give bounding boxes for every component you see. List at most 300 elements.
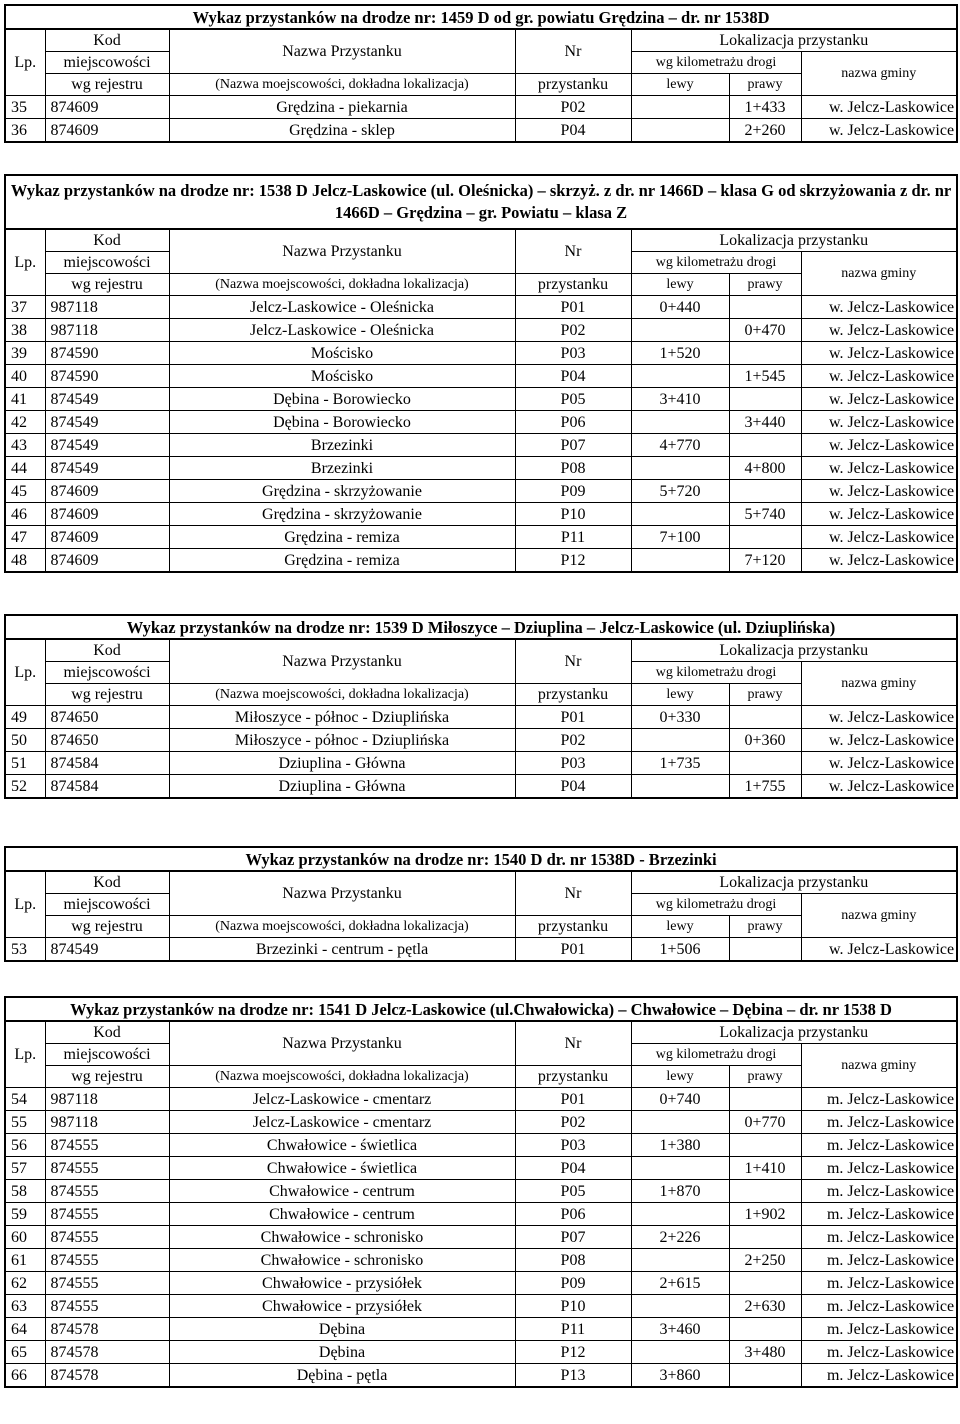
table-row [5, 1272, 957, 1295]
cell-lewy: 3+460 [631, 1318, 729, 1341]
header-kod-3: wg rejestru [45, 684, 169, 706]
cell-prawy: 0+770 [729, 1111, 801, 1134]
cell-prawy: 0+470 [729, 319, 801, 342]
table-row [5, 119, 957, 143]
cell-prawy: 7+120 [729, 549, 801, 573]
cell-prawy [729, 526, 801, 549]
section-title: Wykaz przystanków na drodze nr: 1538 D Jelcz-Laskowice (ul. Oleśnicka) – skrzyż. z dr. nr 1466D – klasa G od skrzyżowania z dr. nr 1466D – Grędzina – gr. Powiatu – klasa Z [5, 175, 957, 229]
header-kod-3: wg rejestru [45, 916, 169, 938]
table-row [5, 388, 957, 411]
header-km: wg kilometrażu drogi [631, 52, 801, 74]
cell-kod: 874555 [45, 1295, 169, 1318]
table-row [5, 1157, 957, 1180]
cell-prawy: 2+260 [729, 119, 801, 143]
cell-gmina: w. Jelcz-Laskowice [801, 296, 957, 319]
header-lokalizacja: Lokalizacja przystanku [631, 871, 957, 894]
cell-kod: 987118 [45, 296, 169, 319]
table-row [5, 457, 957, 480]
cell-prawy: 3+480 [729, 1341, 801, 1364]
table-row [5, 1088, 957, 1111]
cell-kod: 874590 [45, 342, 169, 365]
stops-table [4, 846, 958, 962]
cell-nr: P07 [515, 434, 631, 457]
table-row [5, 752, 957, 775]
header-nazwa: Nazwa Przystanku [169, 1021, 515, 1066]
cell-gmina: m. Jelcz-Laskowice [801, 1203, 957, 1226]
header-nr: Nr [515, 1021, 631, 1066]
cell-gmina: w. Jelcz-Laskowice [801, 752, 957, 775]
header-nazwa: Nazwa Przystanku [169, 29, 515, 74]
cell-lewy [631, 119, 729, 143]
cell-lewy: 1+870 [631, 1180, 729, 1203]
cell-nr: P03 [515, 1134, 631, 1157]
table-row [5, 1295, 957, 1318]
cell-nr: P11 [515, 526, 631, 549]
header-prawy: prawy [729, 74, 801, 96]
cell-gmina: m. Jelcz-Laskowice [801, 1249, 957, 1272]
cell-lp: 49 [5, 706, 45, 729]
cell-lewy: 3+410 [631, 388, 729, 411]
cell-lewy: 1+520 [631, 342, 729, 365]
cell-prawy: 1+410 [729, 1157, 801, 1180]
cell-nazwa: Chwałowice - centrum [169, 1180, 515, 1203]
section-title-row [5, 615, 957, 639]
cell-kod: 874584 [45, 752, 169, 775]
stop-list-section [4, 996, 956, 1388]
cell-lp: 62 [5, 1272, 45, 1295]
cell-nr: P12 [515, 549, 631, 573]
header-lokalizacja: Lokalizacja przystanku [631, 1021, 957, 1044]
cell-prawy [729, 480, 801, 503]
cell-nazwa: Chwałowice - centrum [169, 1203, 515, 1226]
cell-kod: 874549 [45, 411, 169, 434]
cell-nr: P05 [515, 1180, 631, 1203]
table-row [5, 1180, 957, 1203]
cell-prawy: 2+630 [729, 1295, 801, 1318]
header-kod-3: wg rejestru [45, 74, 169, 96]
cell-lewy [631, 457, 729, 480]
header-lewy: lewy [631, 74, 729, 96]
cell-nazwa: Dębina - Borowiecko [169, 411, 515, 434]
cell-kod: 874549 [45, 434, 169, 457]
cell-prawy [729, 1364, 801, 1388]
cell-lp: 61 [5, 1249, 45, 1272]
header-nr: Nr [515, 639, 631, 684]
cell-lp: 40 [5, 365, 45, 388]
cell-gmina: m. Jelcz-Laskowice [801, 1364, 957, 1388]
cell-nazwa: Chwałowice - świetlica [169, 1134, 515, 1157]
cell-nr: P01 [515, 296, 631, 319]
header-prawy: prawy [729, 1066, 801, 1088]
cell-kod: 874609 [45, 480, 169, 503]
cell-gmina: m. Jelcz-Laskowice [801, 1134, 957, 1157]
header-kod-2: miejscowości [45, 894, 169, 916]
cell-nr: P11 [515, 1318, 631, 1341]
cell-nazwa: Chwałowice - schronisko [169, 1249, 515, 1272]
cell-lp: 35 [5, 96, 45, 119]
cell-nazwa: Dębina - pętla [169, 1364, 515, 1388]
stop-list-section [4, 174, 956, 573]
header-row [5, 229, 957, 252]
cell-lewy: 4+770 [631, 434, 729, 457]
section-title: Wykaz przystanków na drodze nr: 1540 D dr. nr 1538D - Brzezinki [5, 847, 957, 871]
cell-lewy [631, 1295, 729, 1318]
header-nazwa: Nazwa Przystanku [169, 229, 515, 274]
header-prawy: prawy [729, 916, 801, 938]
table-row [5, 1318, 957, 1341]
cell-lewy: 1+506 [631, 938, 729, 962]
header-row [5, 29, 957, 52]
header-lp: Lp. [5, 229, 45, 296]
header-kod: Kod [45, 871, 169, 894]
cell-gmina: w. Jelcz-Laskowice [801, 526, 957, 549]
stops-table [4, 614, 958, 799]
cell-prawy [729, 1088, 801, 1111]
cell-kod: 874549 [45, 938, 169, 962]
cell-gmina: m. Jelcz-Laskowice [801, 1226, 957, 1249]
header-gmina: nazwa gminy [801, 1044, 957, 1088]
cell-kod: 874584 [45, 775, 169, 799]
cell-kod: 874578 [45, 1341, 169, 1364]
header-nr-2: przystanku [515, 1066, 631, 1088]
header-kod-2: miejscowości [45, 252, 169, 274]
table-row [5, 1111, 957, 1134]
cell-nazwa: Miłoszyce - północ - Dziuplińska [169, 706, 515, 729]
cell-lp: 37 [5, 296, 45, 319]
cell-lewy: 2+226 [631, 1226, 729, 1249]
table-row [5, 526, 957, 549]
cell-lp: 46 [5, 503, 45, 526]
table-row [5, 775, 957, 799]
cell-nr: P12 [515, 1341, 631, 1364]
cell-prawy [729, 1180, 801, 1203]
cell-kod: 987118 [45, 1088, 169, 1111]
cell-nazwa: Grędzina - piekarnia [169, 96, 515, 119]
cell-nr: P04 [515, 1157, 631, 1180]
cell-prawy [729, 1272, 801, 1295]
header-kod-2: miejscowości [45, 662, 169, 684]
cell-lp: 60 [5, 1226, 45, 1249]
cell-gmina: w. Jelcz-Laskowice [801, 549, 957, 573]
cell-nr: P13 [515, 1364, 631, 1388]
cell-kod: 874549 [45, 457, 169, 480]
cell-lewy [631, 1203, 729, 1226]
header-nr: Nr [515, 29, 631, 74]
table-row [5, 1364, 957, 1388]
cell-kod: 874609 [45, 503, 169, 526]
cell-lp: 54 [5, 1088, 45, 1111]
header-nazwa-sub: (Nazwa moejscowości, dokładna lokalizacja) [169, 1066, 515, 1088]
cell-lp: 59 [5, 1203, 45, 1226]
cell-gmina: w. Jelcz-Laskowice [801, 319, 957, 342]
cell-prawy [729, 1318, 801, 1341]
cell-kod: 874590 [45, 365, 169, 388]
cell-prawy [729, 388, 801, 411]
cell-lewy [631, 1111, 729, 1134]
cell-kod: 874555 [45, 1134, 169, 1157]
cell-lp: 64 [5, 1318, 45, 1341]
cell-prawy: 5+740 [729, 503, 801, 526]
cell-gmina: m. Jelcz-Laskowice [801, 1295, 957, 1318]
cell-gmina: w. Jelcz-Laskowice [801, 775, 957, 799]
header-kod-3: wg rejestru [45, 1066, 169, 1088]
header-gmina: nazwa gminy [801, 52, 957, 96]
cell-lewy [631, 365, 729, 388]
cell-lewy [631, 411, 729, 434]
table-row [5, 1226, 957, 1249]
cell-nr: P01 [515, 938, 631, 962]
cell-lp: 58 [5, 1180, 45, 1203]
cell-lewy [631, 96, 729, 119]
header-kod: Kod [45, 639, 169, 662]
cell-nazwa: Brzezinki [169, 434, 515, 457]
header-nr-2: przystanku [515, 274, 631, 296]
cell-kod: 874609 [45, 526, 169, 549]
cell-nazwa: Mościsko [169, 365, 515, 388]
cell-lp: 65 [5, 1341, 45, 1364]
header-nazwa: Nazwa Przystanku [169, 639, 515, 684]
cell-nazwa: Grędzina - remiza [169, 526, 515, 549]
header-lewy: lewy [631, 274, 729, 296]
cell-nazwa: Dębina [169, 1341, 515, 1364]
header-lp: Lp. [5, 871, 45, 938]
cell-prawy [729, 752, 801, 775]
cell-nr: P10 [515, 1295, 631, 1318]
cell-nazwa: Miłoszyce - północ - Dziuplińska [169, 729, 515, 752]
header-lp: Lp. [5, 1021, 45, 1088]
stops-table [4, 174, 958, 573]
cell-prawy [729, 342, 801, 365]
cell-prawy: 1+545 [729, 365, 801, 388]
cell-kod: 874555 [45, 1157, 169, 1180]
cell-nazwa: Chwałowice - przysiółek [169, 1295, 515, 1318]
cell-nazwa: Grędzina - skrzyżowanie [169, 503, 515, 526]
cell-lewy: 7+100 [631, 526, 729, 549]
cell-lp: 44 [5, 457, 45, 480]
cell-gmina: w. Jelcz-Laskowice [801, 503, 957, 526]
cell-nazwa: Dziuplina - Główna [169, 752, 515, 775]
stops-table [4, 996, 958, 1388]
cell-nr: P03 [515, 752, 631, 775]
cell-prawy [729, 1226, 801, 1249]
header-km: wg kilometrażu drogi [631, 1044, 801, 1066]
cell-lp: 55 [5, 1111, 45, 1134]
cell-lp: 51 [5, 752, 45, 775]
cell-nazwa: Jelcz-Laskowice - Oleśnicka [169, 319, 515, 342]
header-nr-2: przystanku [515, 684, 631, 706]
cell-gmina: w. Jelcz-Laskowice [801, 388, 957, 411]
section-title-row [5, 997, 957, 1021]
header-lp: Lp. [5, 29, 45, 96]
cell-nr: P09 [515, 1272, 631, 1295]
section-title: Wykaz przystanków na drodze nr: 1539 D Miłoszyce – Dziuplina – Jelcz-Laskowice (ul. Dziuplińska) [5, 615, 957, 639]
table-row [5, 434, 957, 457]
stop-list-section [4, 4, 956, 143]
header-kod-2: miejscowości [45, 1044, 169, 1066]
cell-gmina: w. Jelcz-Laskowice [801, 729, 957, 752]
cell-kod: 987118 [45, 319, 169, 342]
table-row [5, 319, 957, 342]
cell-gmina: w. Jelcz-Laskowice [801, 119, 957, 143]
cell-prawy: 1+755 [729, 775, 801, 799]
table-row [5, 706, 957, 729]
cell-gmina: w. Jelcz-Laskowice [801, 96, 957, 119]
cell-lewy [631, 549, 729, 573]
cell-prawy: 0+360 [729, 729, 801, 752]
cell-lewy [631, 503, 729, 526]
section-title-row [5, 5, 957, 29]
table-row [5, 365, 957, 388]
header-nr-2: przystanku [515, 916, 631, 938]
cell-gmina: m. Jelcz-Laskowice [801, 1318, 957, 1341]
cell-nazwa: Jelcz-Laskowice - cmentarz [169, 1111, 515, 1134]
cell-lp: 63 [5, 1295, 45, 1318]
cell-gmina: w. Jelcz-Laskowice [801, 457, 957, 480]
header-gmina: nazwa gminy [801, 662, 957, 706]
header-row [5, 639, 957, 662]
cell-prawy [729, 938, 801, 962]
cell-kod: 874609 [45, 96, 169, 119]
cell-lp: 36 [5, 119, 45, 143]
header-gmina: nazwa gminy [801, 252, 957, 296]
cell-gmina: w. Jelcz-Laskowice [801, 434, 957, 457]
header-nr-2: przystanku [515, 74, 631, 96]
stop-list-section [4, 614, 956, 799]
cell-nazwa: Dziuplina - Główna [169, 775, 515, 799]
header-kod: Kod [45, 29, 169, 52]
cell-kod: 874555 [45, 1180, 169, 1203]
cell-nazwa: Jelcz-Laskowice - cmentarz [169, 1088, 515, 1111]
header-row [5, 871, 957, 894]
section-title: Wykaz przystanków na drodze nr: 1459 D od gr. powiatu Grędzina – dr. nr 1538D [5, 5, 957, 29]
cell-gmina: w. Jelcz-Laskowice [801, 938, 957, 962]
table-row [5, 938, 957, 962]
table-row [5, 549, 957, 573]
cell-nr: P07 [515, 1226, 631, 1249]
header-prawy: prawy [729, 274, 801, 296]
cell-prawy: 2+250 [729, 1249, 801, 1272]
cell-nr: P04 [515, 365, 631, 388]
table-row [5, 480, 957, 503]
header-gmina: nazwa gminy [801, 894, 957, 938]
cell-nazwa: Grędzina - skrzyżowanie [169, 480, 515, 503]
section-title-row [5, 847, 957, 871]
cell-lp: 45 [5, 480, 45, 503]
cell-gmina: m. Jelcz-Laskowice [801, 1272, 957, 1295]
header-km: wg kilometrażu drogi [631, 662, 801, 684]
cell-nazwa: Brzezinki [169, 457, 515, 480]
cell-gmina: m. Jelcz-Laskowice [801, 1111, 957, 1134]
cell-lewy [631, 775, 729, 799]
cell-lp: 48 [5, 549, 45, 573]
cell-prawy [729, 1134, 801, 1157]
cell-nr: P06 [515, 1203, 631, 1226]
header-kod: Kod [45, 1021, 169, 1044]
cell-kod: 874609 [45, 549, 169, 573]
cell-lp: 66 [5, 1364, 45, 1388]
table-row [5, 1203, 957, 1226]
table-row [5, 1134, 957, 1157]
header-nazwa: Nazwa Przystanku [169, 871, 515, 916]
cell-kod: 874650 [45, 729, 169, 752]
cell-nazwa: Jelcz-Laskowice - Oleśnicka [169, 296, 515, 319]
header-km: wg kilometrażu drogi [631, 894, 801, 916]
header-prawy: prawy [729, 684, 801, 706]
cell-gmina: w. Jelcz-Laskowice [801, 342, 957, 365]
header-km: wg kilometrażu drogi [631, 252, 801, 274]
cell-gmina: w. Jelcz-Laskowice [801, 365, 957, 388]
cell-lewy: 0+440 [631, 296, 729, 319]
cell-lewy [631, 1249, 729, 1272]
cell-lewy: 5+720 [631, 480, 729, 503]
cell-kod: 874555 [45, 1249, 169, 1272]
cell-prawy [729, 296, 801, 319]
table-row [5, 1341, 957, 1364]
cell-prawy: 1+433 [729, 96, 801, 119]
cell-nr: P10 [515, 503, 631, 526]
cell-kod: 874578 [45, 1364, 169, 1388]
stops-table [4, 4, 958, 143]
cell-lp: 41 [5, 388, 45, 411]
cell-nazwa: Grędzina - sklep [169, 119, 515, 143]
cell-kod: 874555 [45, 1226, 169, 1249]
section-title-row [5, 175, 957, 229]
header-lp: Lp. [5, 639, 45, 706]
header-lewy: lewy [631, 1066, 729, 1088]
header-lokalizacja: Lokalizacja przystanku [631, 639, 957, 662]
cell-nr: P01 [515, 1088, 631, 1111]
cell-lewy: 1+380 [631, 1134, 729, 1157]
cell-prawy: 4+800 [729, 457, 801, 480]
cell-lewy [631, 729, 729, 752]
table-row [5, 96, 957, 119]
cell-lp: 47 [5, 526, 45, 549]
cell-nazwa: Mościsko [169, 342, 515, 365]
cell-nr: P02 [515, 1111, 631, 1134]
cell-gmina: m. Jelcz-Laskowice [801, 1157, 957, 1180]
cell-nazwa: Dębina [169, 1318, 515, 1341]
cell-nr: P04 [515, 775, 631, 799]
cell-lewy [631, 1341, 729, 1364]
header-nr: Nr [515, 229, 631, 274]
cell-gmina: m. Jelcz-Laskowice [801, 1088, 957, 1111]
cell-nr: P02 [515, 319, 631, 342]
cell-prawy: 3+440 [729, 411, 801, 434]
header-kod-2: miejscowości [45, 52, 169, 74]
cell-lp: 43 [5, 434, 45, 457]
cell-nr: P02 [515, 96, 631, 119]
cell-kod: 874609 [45, 119, 169, 143]
table-row [5, 729, 957, 752]
header-lewy: lewy [631, 916, 729, 938]
header-lewy: lewy [631, 684, 729, 706]
table-row [5, 296, 957, 319]
cell-kod: 874578 [45, 1318, 169, 1341]
cell-nazwa: Brzezinki - centrum - pętla [169, 938, 515, 962]
cell-nr: P08 [515, 1249, 631, 1272]
cell-nr: P04 [515, 119, 631, 143]
cell-lewy: 0+740 [631, 1088, 729, 1111]
header-lokalizacja: Lokalizacja przystanku [631, 29, 957, 52]
header-nazwa-sub: (Nazwa moejscowości, dokładna lokalizacja) [169, 916, 515, 938]
cell-nazwa: Dębina - Borowiecko [169, 388, 515, 411]
cell-nr: P01 [515, 706, 631, 729]
cell-kod: 874555 [45, 1272, 169, 1295]
header-nr: Nr [515, 871, 631, 916]
cell-lewy: 2+615 [631, 1272, 729, 1295]
cell-nr: P03 [515, 342, 631, 365]
cell-lewy: 0+330 [631, 706, 729, 729]
